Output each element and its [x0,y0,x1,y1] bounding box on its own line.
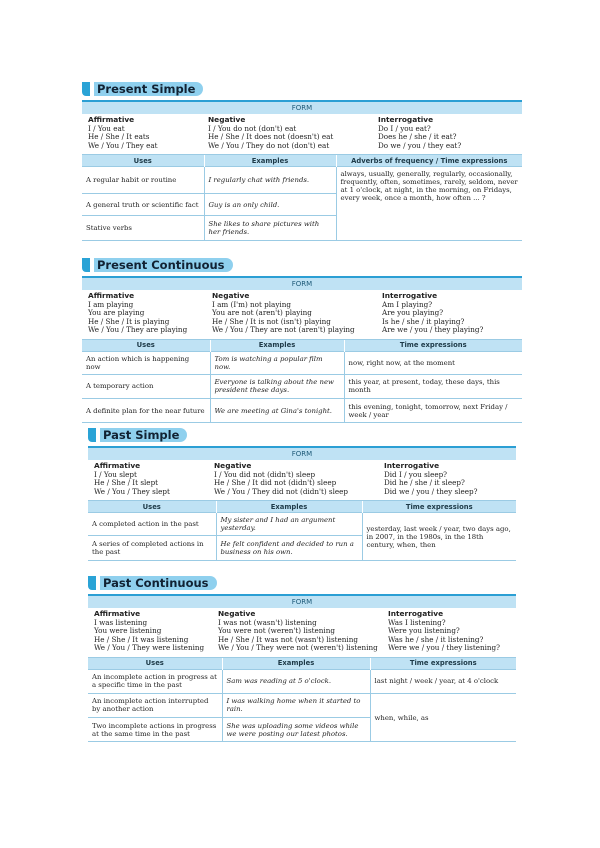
form-line: You are playing [88,308,145,318]
present-continuous-uses-table [82,340,522,423]
past-continuous-title: Past Continuous [100,576,217,590]
negative-column [214,462,384,496]
form-line: We / You / They do not (don't) eat [208,140,330,150]
time-cell: this evening, tonight, tomorrow, next Friday / week / year [344,398,522,422]
examples-header: Examples [216,501,362,513]
past-continuous-uses-table [88,658,516,742]
time-header: Time expressions [370,658,516,670]
use-cell: An action which is happening now [82,351,210,374]
use-cell: A definite plan for the near future [82,398,210,422]
past-continuous-heading [88,576,217,590]
interrogative-title: Interrogative [382,291,438,300]
time-cell: when, while, as [370,693,516,741]
table-row [82,398,522,422]
interrogative-column [384,462,510,496]
present-continuous-title: Present Continuous [94,258,233,272]
form-line: Does he / she / it eat? [378,132,457,142]
use-cell: A temporary action [82,374,210,398]
time-cell: now, right now, at the moment [344,351,522,374]
form-line: Do I / you eat? [378,123,431,133]
examples-header: Examples [204,155,336,167]
example-cell: She was uploading some videos while we were posting our latest photos. [222,717,370,741]
use-cell: An incomplete action interrupted by another action [88,693,222,717]
past-simple-table [88,446,516,561]
form-line: He / She / It is not (isn't) playing [212,316,331,326]
form-label: FORM [82,278,522,290]
use-cell: Stative verbs [82,216,204,240]
form-line: Are you playing? [382,308,444,318]
form-line: We / You / They were not (weren't) listening [218,643,378,653]
use-cell: A regular habit or routine [82,167,204,194]
affirmative-column [88,292,212,335]
present-simple-table [82,100,522,241]
form-line: Did I / you sleep? [384,469,448,479]
heading-marker [82,258,90,272]
form-line: He / She / It slept [94,478,159,488]
heading-marker [82,82,90,96]
uses-header: Uses [88,501,216,513]
form-line: Is he / she / it playing? [382,316,465,326]
present-continuous-heading [82,258,233,272]
example-cell: My sister and I had an argument yesterday. [216,513,362,536]
table-row [82,374,522,398]
present-simple-heading [82,82,203,96]
past-simple-title: Past Simple [100,428,187,442]
time-header: Time expressions [344,340,522,352]
negative-title: Negative [212,291,250,300]
form-label: FORM [82,102,522,114]
negative-title: Negative [208,115,246,124]
example-cell: I was walking home when it started to rain. [222,693,370,717]
form-line: I am (I'm) not playing [212,299,291,309]
use-cell: An incomplete action in progress at a specific time in the past [88,669,222,693]
present-simple-form [82,114,522,155]
example-cell: Sam was reading at 5 o'clock. [222,669,370,693]
example-cell: We are meeting at Gina's tonight. [210,398,344,422]
affirmative-title: Affirmative [88,115,135,124]
examples-header: Examples [210,340,344,352]
form-line: I / You do not (don't) eat [208,123,297,133]
time-header: Adverbs of frequency / Time expressions [336,155,522,167]
form-line: Did we / you / they sleep? [384,486,478,496]
example-cell: Guy is an only child. [204,194,336,216]
form-line: Am I playing? [382,299,433,309]
table-row [88,513,516,536]
past-continuous-form [88,608,516,658]
form-line: I am playing [88,299,134,309]
example-cell: Everyone is talking about the new president these days. [210,374,344,398]
negative-column [208,116,378,150]
time-header: Time expressions [362,501,516,513]
form-line: We / You / They eat [88,140,158,150]
interrogative-column [388,610,510,653]
form-line: I / You eat [88,123,125,133]
table-row [88,693,516,717]
past-continuous-table [88,594,516,742]
form-line: He / She / It eats [88,132,150,142]
affirmative-column [94,462,214,496]
form-line: We / You / They slept [94,486,170,496]
form-label: FORM [88,596,516,608]
affirmative-column [88,116,208,150]
use-cell: Two incomplete actions in progress at the same time in the past [88,717,222,741]
table-row [82,351,522,374]
uses-header: Uses [82,155,204,167]
form-line: Did he / she / it sleep? [384,478,465,488]
use-cell: A general truth or scientific fact [82,194,204,216]
interrogative-title: Interrogative [378,115,434,124]
form-line: He / She / It does not (doesn't) eat [208,132,334,142]
affirmative-title: Affirmative [94,461,141,470]
time-expressions-cell: yesterday, last week / year, two days ago, in 2007, in the 1980s, in the 18th century, when, then [362,513,516,560]
affirmative-title: Affirmative [94,609,141,618]
past-simple-form [88,460,516,501]
interrogative-column [378,116,516,150]
example-cell: Tom is watching a popular film now. [210,351,344,374]
form-line: I was listening [94,617,148,627]
heading-marker [88,576,96,590]
form-line: We / You / They are playing [88,325,188,335]
past-simple-heading [88,428,187,442]
present-continuous-form [82,290,522,340]
negative-title: Negative [218,609,256,618]
affirmative-title: Affirmative [88,291,135,300]
example-cell: She likes to share pictures with her friends. [204,216,336,240]
examples-header: Examples [222,658,370,670]
form-line: We / You / They are not (aren't) playing [212,325,355,335]
present-simple-uses-table [82,155,522,240]
form-line: He / She / It did not (didn't) sleep [214,478,337,488]
form-line: He / She / It is playing [88,316,170,326]
form-label: FORM [88,448,516,460]
form-line: I was not (wasn't) listening [218,617,317,627]
form-line: We / You / They were listening [94,643,205,653]
form-line: I / You slept [94,469,137,479]
interrogative-title: Interrogative [388,609,444,618]
form-line: He / She / It was listening [94,634,189,644]
form-line: You were listening [94,626,162,636]
time-cell: this year, at present, today, these days, this month [344,374,522,398]
affirmative-column [94,610,218,653]
form-line: I / You did not (didn't) sleep [214,469,316,479]
negative-title: Negative [214,461,252,470]
form-line: You are not (aren't) playing [212,308,312,318]
interrogative-column [382,292,516,335]
time-expressions-cell: always, usually, generally, regularly, occasionally, frequently, often, sometimes, rarely, seldom, never at 1 o'clock, at night, in the morning, on Fridays, every week, once a month, how often ... ? [336,167,522,240]
form-line: Was he / she / it listening? [388,634,484,644]
table-row [88,669,516,693]
form-line: We / You / They did not (didn't) sleep [214,486,349,496]
form-line: Were we / you / they listening? [388,643,500,653]
negative-column [212,292,382,335]
form-line: Were you listening? [388,626,460,636]
table-row [82,167,522,194]
interrogative-title: Interrogative [384,461,440,470]
form-line: He / She / It was not (wasn't) listening [218,634,358,644]
past-simple-uses-table [88,501,516,560]
uses-header: Uses [88,658,222,670]
present-simple-title: Present Simple [94,82,203,96]
uses-header: Uses [82,340,210,352]
form-line: Are we / you / they playing? [382,325,484,335]
form-line: Was I listening? [388,617,446,627]
negative-column [218,610,388,653]
heading-marker [88,428,96,442]
use-cell: A series of completed actions in the past [88,536,216,560]
use-cell: A completed action in the past [88,513,216,536]
time-cell: last night / week / year, at 4 o'clock [370,669,516,693]
form-line: Do we / you / they eat? [378,140,462,150]
example-cell: He felt confident and decided to run a business on his own. [216,536,362,560]
example-cell: I regularly chat with friends. [204,167,336,194]
form-line: You were not (weren't) listening [218,626,335,636]
present-continuous-table [82,276,522,423]
